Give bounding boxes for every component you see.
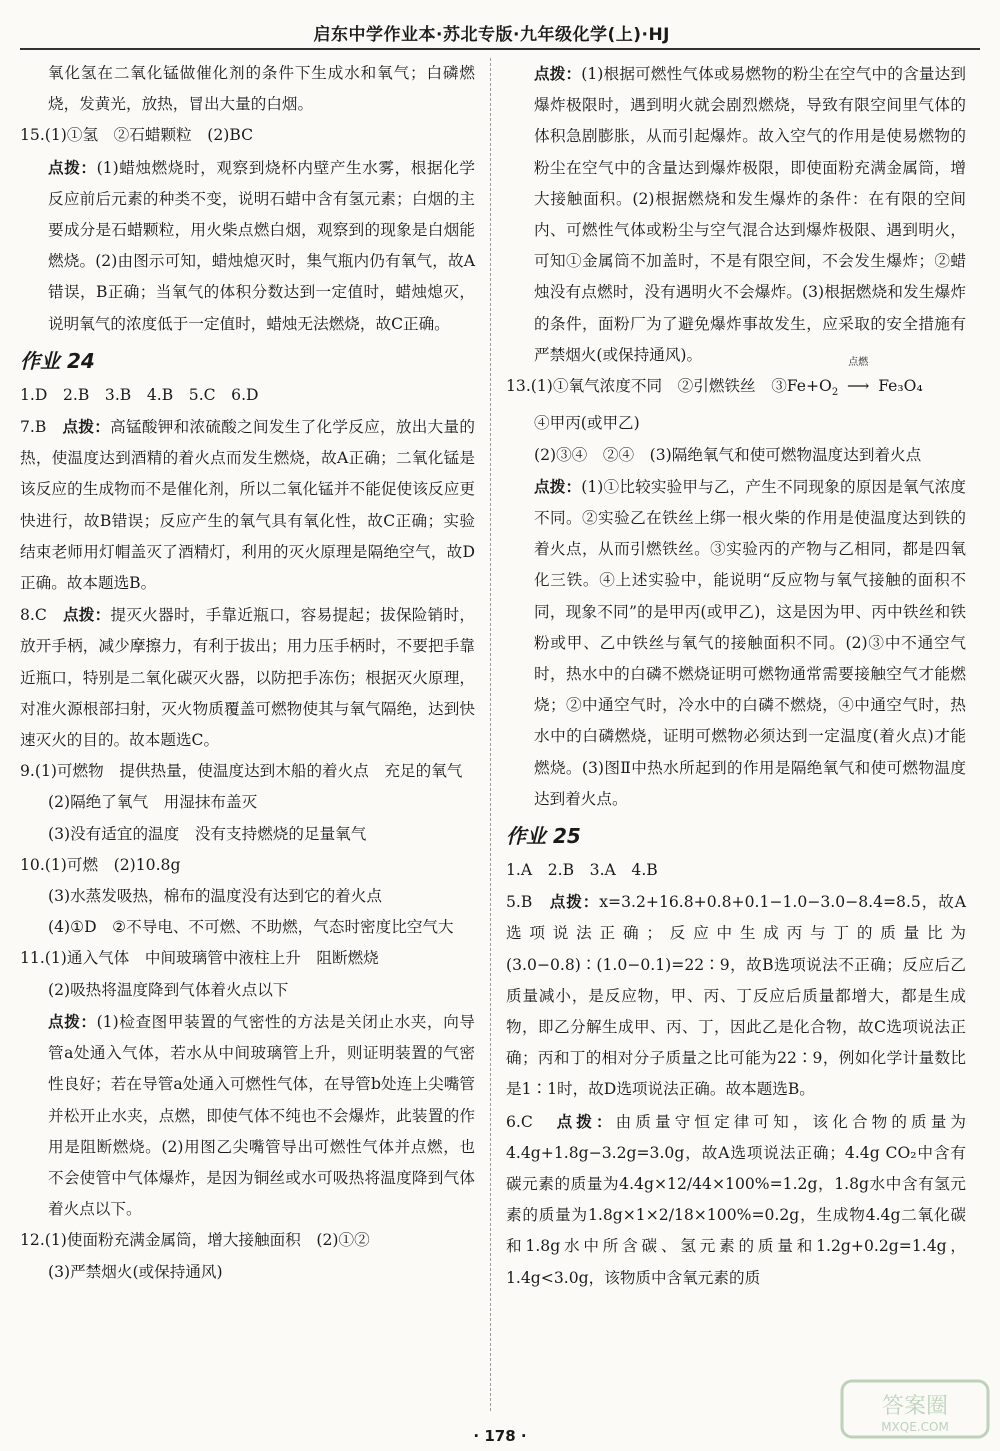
answer-key: 5.B [506,893,550,912]
header-title: 启东中学作业本·苏北专版·九年级化学(上)·HJ [313,25,670,45]
reaction-arrow: 点燃 ⟶ [838,371,878,402]
answer-11-2: (2)吸热将温度降到气体着火点以下 [48,980,289,999]
answer-key: 8.C [20,606,63,625]
answer-11-1: 11.(1)通入气体 中间玻璃管中液柱上升 阻断燃烧 [20,949,379,968]
tip-13 [506,471,966,815]
svg-text:MXQE.COM: MXQE.COM [881,1420,949,1434]
answer-8 [20,599,475,756]
tip-text: (1)检查图甲装置的气密性的方法是关闭止水夹，向导管a处通入气体，若水从中间玻璃管上升，则证明装置的气密性良好；若在导管a处通入可燃性气体，在导管b处连上尖嘴管并松开止水夹，点燃，即使气体不纯也不会爆炸，此装置的作用是阻断燃烧。(2)用图乙尖嘴管导出可燃性气体并点燃，也不会使管中气体爆炸，是因为铜丝或水可吸热将温度降到气体着火点以下。 [48,1012,475,1219]
equation-product: Fe₃O₄ [878,377,923,396]
column-divider [490,58,491,1411]
tip-text: (1)根据可燃性气体或易燃物的粉尘在空气中的含量达到爆炸极限时，遇到明火就会剧烈燃烧，导致有限空间里气体的体积急剧膨胀，从而引起爆炸。故入空气的作用是使易燃物的粉尘在空气中的含量达到爆炸极限，即使面粉充满金属筒，增大接触面积。(2)根据燃烧和发生爆炸的条件：在有限的空间内、可燃性气体或粉尘与空气混合达到爆炸极限、遇到明火，可知①金属筒不加盖时，不是有限空间，不会发生爆炸；②蜡烛没有点燃时，没有遇明火不会爆炸。(3)根据燃烧和发生爆炸的条件，面粉厂为了避免爆炸事故发生，应采取的安全措施有严禁烟火(或保持通风)。 [534,65,966,364]
tip-label: 点拨： [534,64,582,83]
tip-text: 高锰酸钾和浓硫酸之间发生了化学反应，放出大量的热，使温度达到酒精的着火点而发生燃烧，故A正确；二氧化锰是该反应的生成物而不是催化剂，所以二氧化锰并不能促使该反应更快进行，故B错误；反应产生的氧气具有氧化性，故C正确；实验结束老师用灯帽盖灭了酒精灯，利用的灭火原理是隔绝空气，故D正确。故本题选B。 [20,418,475,593]
tip-label: 点拨： [48,1011,97,1031]
answer-12-3: (3)严禁烟火(或保持通风) [48,1262,223,1281]
answer-key: 6.C [506,1112,557,1131]
tip-label: 点拨： [556,1111,616,1131]
answer-12-1: 12.(1)使面粉充满金属筒，增大接触面积 (2)①② [20,1231,370,1250]
section-title-25: 作业 25 [506,823,581,848]
answers-1-6: 1.D 2.B 3.B 4.B 5.C 6.D [20,385,259,404]
paragraph: 氧化氢在二氧化锰做催化剂的条件下生成水和氧气；白磷燃烧，发黄光，放热，冒出大量的白烟。 [48,64,475,114]
answers-1-4: 1.A 2.B 3.A 4.B [506,860,658,879]
equation-left: 13.(1)①氧气浓度不同 ②引燃铁丝 ③Fe+O [506,377,832,396]
tip-label: 点拨： [62,417,111,437]
tip-11 [20,1006,475,1225]
answer-6 [506,1106,966,1294]
answer-10-3: (3)水蒸发吸热，棉布的温度没有达到它的着火点 [48,887,382,906]
answer-13-1b: ④甲丙(或甲乙) [534,414,640,433]
answer-9-1: 9.(1)可燃物 提供热量，使温度达到木船的着火点 充足的氧气 [20,762,463,781]
tip-label: 点拨： [534,476,582,496]
tip-text: (1)蜡烛燃烧时，观察到烧杯内壁产生水雾，根据化学反应前后元素的种类不变，说明石蜡中含有氢元素；白烟的主要成分是石蜡颗粒，用火柴点燃白烟，观察到的现象是白烟能燃烧。(2)由图示可知，蜡烛熄灭时，集气瓶内仍有氧气，故A错误，B正确；当氧气的体积分数达到一定值时，蜡烛熄灭，说明氧气的浓度低于一定值时，蜡烛无法燃烧，故C正确。 [48,158,475,333]
answer-13-2: (2)③④ ②④ (3)隔绝氧气和使可燃物温度达到着火点 [534,445,922,464]
answer-10-1: 10.(1)可燃 (2)10.8g [20,855,181,874]
tip-label: 点拨： [549,892,600,912]
tip-15 [20,152,475,340]
right-column [506,58,966,1294]
page-number: · 178 · [473,1427,527,1445]
tip-12 [506,58,966,371]
answer-7 [20,411,475,599]
answer-15: 15.(1)①氢 ②石蜡颗粒 (2)BC [20,126,254,145]
tip-label: 点拨： [62,605,111,625]
tip-label: 点拨： [48,157,97,177]
answer-key: 7.B [20,418,63,437]
svg-text:答案圈: 答案圈 [881,1394,949,1419]
tip-text: x=3.2+16.8+0.8+0.1−1.0−3.0−8.4=8.5，故A选项说法正确；反应中生成丙与丁的质量比为(3.0−0.8)∶(1.0−0.1)=22∶9，故B选项说法不正确；反应后乙质量减小，是反应物，甲、丙、丁反应后质量都增大，都是生成物，即乙分解生成甲、丙、丁，因此乙是化合物，故C选项说法正确；丙和丁的相对分子质量之比可能为22∶9，例如化学计量数比是1∶1时，故D选项说法正确。故本题选B。 [506,893,966,1099]
tip-text: (1)①比较实验甲与乙，产生不同现象的原因是氧气浓度不同。②实验乙在铁丝上绑一根火柴的作用是使温度达到铁的着火点，从而引燃铁丝。③实验丙的产物与乙相同，都是四氧化三铁。④上述实验中，能说明“反应物与氧气接触的面积不同，现象不同”的是甲丙(或甲乙)，这是因为甲、丙中铁丝和铁粉或甲、乙中铁丝与氧气的接触面积不同。(2)③中不通空气时，热水中的白磷不燃烧证明可燃物通常需要接触空气才能燃烧；②中通空气时，冷水中的白磷不燃烧，④中通空气时，热水中的白磷燃烧，证明可燃物必须达到一定温度(着火点)才能燃烧。(3)图Ⅱ中热水所起到的作用是隔绝氧气和使可燃物温度达到着火点。 [534,477,966,808]
page-header [20,18,980,50]
answer-5 [506,886,966,1105]
watermark-logo [840,1379,990,1439]
reaction-condition: 点燃 [848,357,869,369]
section-title-24: 作业 24 [20,348,95,373]
answer-9-3: (3)没有适宜的温度 没有支持燃烧的足量氧气 [48,824,367,843]
left-column [20,58,475,1288]
answer-9-2: (2)隔绝了氧气 用湿抹布盖灭 [48,793,258,812]
answer-10-4: (4)①D ②不导电、不可燃、不助燃，气态时密度比空气大 [48,918,454,937]
tip-text: 由质量守恒定律可知，该化合物的质量为4.4g+1.8g−3.2g=3.0g，故A选项说法正确；4.4g CO₂中含有碳元素的质量为4.4g×12/44×100%=1.2g，1.8g水中含有氢元素的质量为1.8g×1×2/18×100%=0.2g，生成物4.4g二氧化碳和1.8g水中所含碳、氢元素的质量和1.2g+0.2g=1.4g，1.4g<3.0g，该物质中含氧元素的质 [506,1112,966,1287]
tip-text: 提灭火器时，手靠近瓶口，容易提起；拔保险销时，放开手柄，减少摩擦力，有利于拔出；用力压手柄时，不要把手靠近瓶口，特别是二氧化碳灭火器，以防把手冻伤；根据灭火原理，对准火源根部扫射，灭火物质覆盖可燃物使其与氧气隔绝，达到快速灭火的目的。故本题选C。 [20,606,475,750]
answer-13-1: 13.(1)①氧气浓度不同 ②引燃铁丝 $③Fe+O_2$ 点燃 ⟶ Fe₃O₄ [506,371,966,408]
